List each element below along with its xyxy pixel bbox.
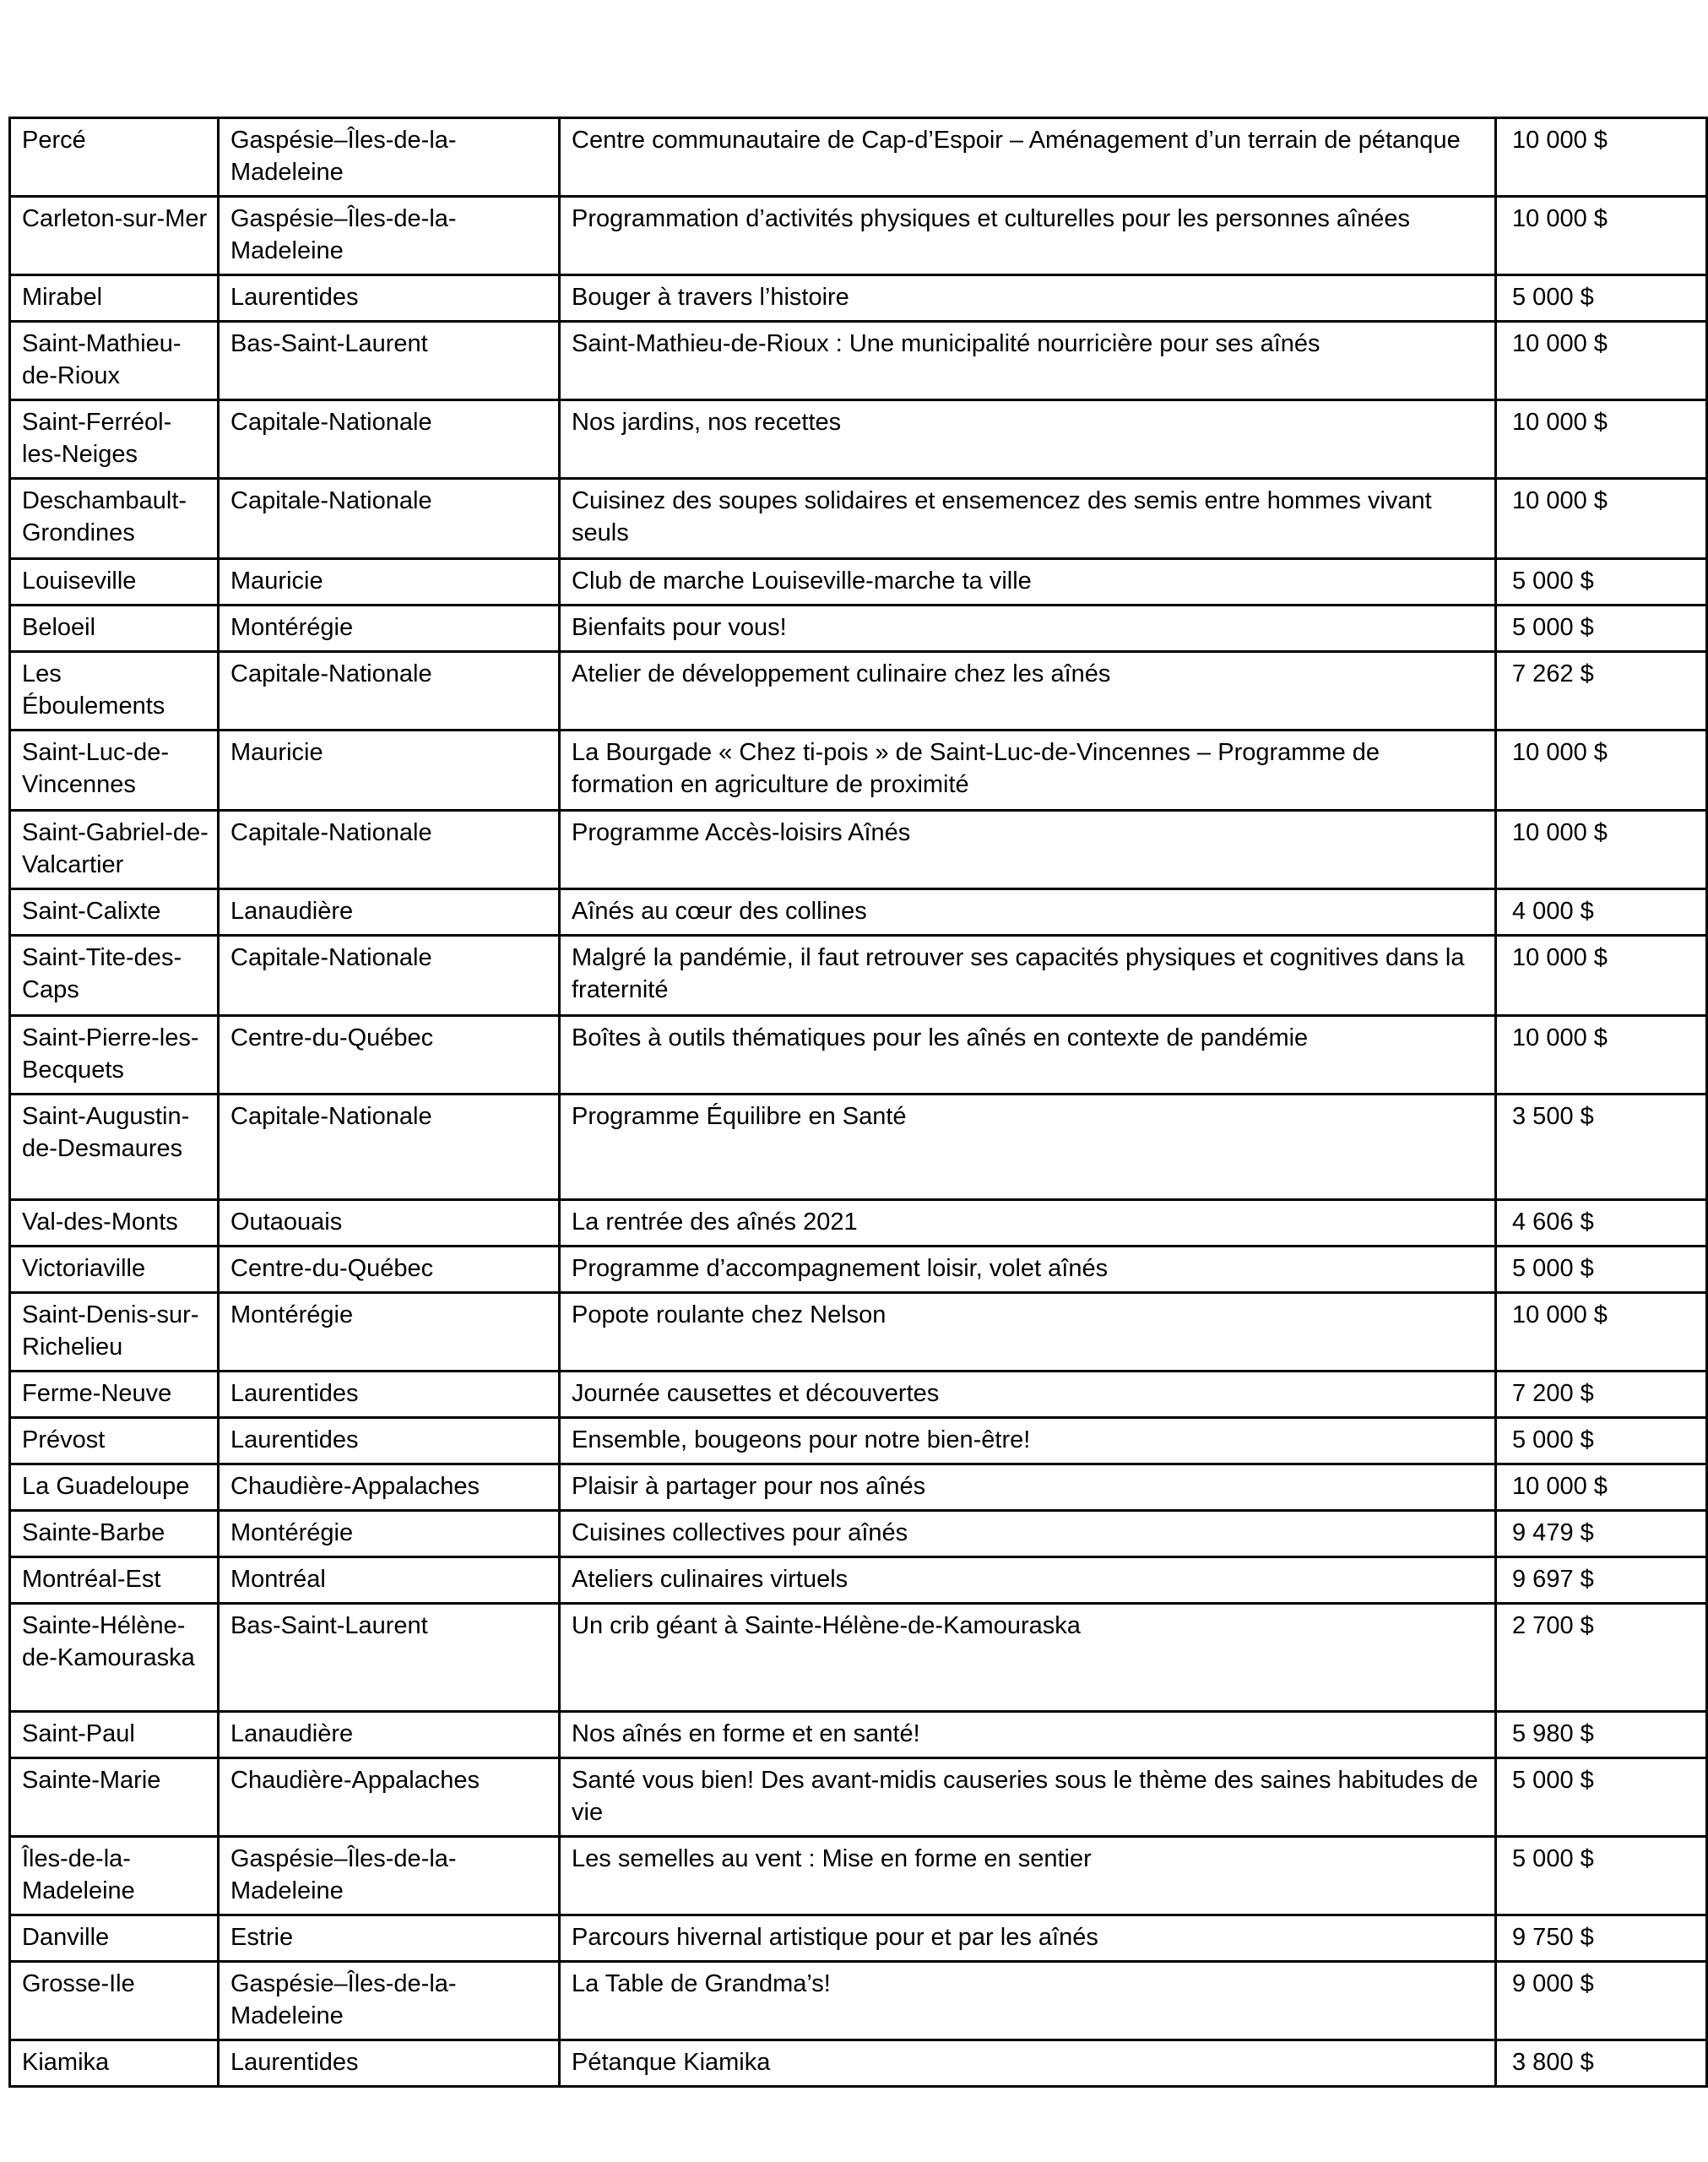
table-row [10,1712,1707,1758]
project-cell: Programme d’accompagnement loisir, volet aînés [560,1247,1496,1293]
amount-cell: 5 000 $ [1496,1418,1707,1464]
municipality-cell: Victoriaville [10,1247,219,1293]
municipality-cell: Grosse-Ile [10,1962,219,2040]
region-cell: Laurentides [219,1372,560,1418]
region-cell: Bas-Saint-Laurent [219,1604,560,1712]
amount-cell: 4 000 $ [1496,889,1707,936]
amount-cell: 10 000 $ [1496,118,1707,197]
municipality-cell: Kiamika [10,2040,219,2087]
region-cell: Montérégie [219,1293,560,1372]
table-row [10,322,1707,400]
region-cell: Gaspésie–Îles-de-la-Madeleine [219,197,560,275]
region-cell: Capitale-Nationale [219,652,560,731]
municipality-cell: Saint-Ferréol-les-Neiges [10,400,219,479]
amount-cell: 10 000 $ [1496,1016,1707,1095]
amount-cell: 9 697 $ [1496,1557,1707,1604]
amount-cell: 10 000 $ [1496,400,1707,479]
amount-cell: 10 000 $ [1496,936,1707,1016]
municipality-cell: Montréal-Est [10,1557,219,1604]
municipality-cell: Ferme-Neuve [10,1372,219,1418]
municipality-cell: Carleton-sur-Mer [10,197,219,275]
municipality-cell: Louiseville [10,559,219,606]
municipality-cell: Saint-Luc-de-Vincennes [10,731,219,811]
table-row [10,1604,1707,1712]
amount-cell: 3 800 $ [1496,2040,1707,2087]
amount-cell: 5 000 $ [1496,606,1707,652]
table-row [10,118,1707,197]
municipality-cell: Saint-Denis-sur-Richelieu [10,1293,219,1372]
project-cell: Programme Accès-loisirs Aînés [560,811,1496,889]
table-row [10,889,1707,936]
municipality-cell: Saint-Tite-des-Caps [10,936,219,1016]
project-cell: Centre communautaire de Cap-d’Espoir – Aménagement d’un terrain de pétanque [560,118,1496,197]
table-row [10,1557,1707,1604]
table-row [10,1962,1707,2040]
table-row [10,1758,1707,1837]
table-row [10,936,1707,1016]
region-cell: Capitale-Nationale [219,811,560,889]
project-cell: Club de marche Louiseville-marche ta ville [560,559,1496,606]
project-cell: Popote roulante chez Nelson [560,1293,1496,1372]
amount-cell: 10 000 $ [1496,811,1707,889]
region-cell: Laurentides [219,2040,560,2087]
region-cell: Centre-du-Québec [219,1247,560,1293]
project-cell: La rentrée des aînés 2021 [560,1200,1496,1247]
project-cell: Atelier de développement culinaire chez les aînés [560,652,1496,731]
amount-cell: 5 000 $ [1496,1247,1707,1293]
amount-cell: 5 980 $ [1496,1712,1707,1758]
table-row [10,606,1707,652]
municipality-cell: La Guadeloupe [10,1464,219,1511]
table-row [10,479,1707,559]
amount-cell: 9 000 $ [1496,1962,1707,2040]
project-cell: Ateliers culinaires virtuels [560,1557,1496,1604]
table-row [10,731,1707,811]
project-cell: Cuisinez des soupes solidaires et ensemencez des semis entre hommes vivant seuls [560,479,1496,559]
municipality-cell: Prévost [10,1418,219,1464]
project-cell: Journée causettes et découvertes [560,1372,1496,1418]
region-cell: Gaspésie–Îles-de-la-Madeleine [219,1962,560,2040]
table-row [10,1372,1707,1418]
amount-cell: 10 000 $ [1496,1293,1707,1372]
municipality-cell: Val-des-Monts [10,1200,219,1247]
project-cell: Plaisir à partager pour nos aînés [560,1464,1496,1511]
project-cell: Nos jardins, nos recettes [560,400,1496,479]
region-cell: Montérégie [219,606,560,652]
municipality-cell: Saint-Calixte [10,889,219,936]
table-row [10,2040,1707,2087]
table-row [10,1915,1707,1962]
region-cell: Outaouais [219,1200,560,1247]
region-cell: Laurentides [219,275,560,322]
amount-cell: 10 000 $ [1496,322,1707,400]
project-cell: Bienfaits pour vous! [560,606,1496,652]
municipality-cell: Danville [10,1915,219,1962]
project-cell: Programmation d’activités physiques et culturelles pour les personnes aînées [560,197,1496,275]
grants-table [8,117,1708,2088]
municipality-cell: Deschambault-Grondines [10,479,219,559]
project-cell: Parcours hivernal artistique pour et par les aînés [560,1915,1496,1962]
project-cell: Ensemble, bougeons pour notre bien-être! [560,1418,1496,1464]
amount-cell: 9 750 $ [1496,1915,1707,1962]
table-row [10,275,1707,322]
project-cell: Santé vous bien! Des avant-midis causeries sous le thème des saines habitudes de vie [560,1758,1496,1837]
municipality-cell: Saint-Mathieu-de-Rioux [10,322,219,400]
project-cell: La Bourgade « Chez ti-pois » de Saint-Luc-de-Vincennes – Programme de formation en agriculture de proximité [560,731,1496,811]
amount-cell: 4 606 $ [1496,1200,1707,1247]
grants-table-body [10,118,1707,2087]
project-cell: Bouger à travers l’histoire [560,275,1496,322]
amount-cell: 10 000 $ [1496,197,1707,275]
amount-cell: 7 200 $ [1496,1372,1707,1418]
region-cell: Lanaudière [219,1712,560,1758]
region-cell: Montréal [219,1557,560,1604]
document-page [0,117,1708,2162]
table-row [10,1247,1707,1293]
project-cell: Un crib géant à Sainte-Hélène-de-Kamouraska [560,1604,1496,1712]
municipality-cell: Sainte-Marie [10,1758,219,1837]
table-row [10,1293,1707,1372]
region-cell: Capitale-Nationale [219,1095,560,1200]
project-cell: Saint-Mathieu-de-Rioux : Une municipalité nourricière pour ses aînés [560,322,1496,400]
amount-cell: 10 000 $ [1496,1464,1707,1511]
amount-cell: 10 000 $ [1496,479,1707,559]
project-cell: Les semelles au vent : Mise en forme en sentier [560,1837,1496,1915]
municipality-cell: Saint-Gabriel-de-Valcartier [10,811,219,889]
project-cell: Programme Équilibre en Santé [560,1095,1496,1200]
region-cell: Mauricie [219,731,560,811]
region-cell: Bas-Saint-Laurent [219,322,560,400]
project-cell: Pétanque Kiamika [560,2040,1496,2087]
municipality-cell: Percé [10,118,219,197]
table-row [10,400,1707,479]
table-row [10,652,1707,731]
table-row [10,1016,1707,1095]
table-row [10,1095,1707,1200]
amount-cell: 10 000 $ [1496,731,1707,811]
project-cell: Aînés au cœur des collines [560,889,1496,936]
table-row [10,559,1707,606]
table-row [10,1511,1707,1557]
table-row [10,1200,1707,1247]
region-cell: Capitale-Nationale [219,400,560,479]
municipality-cell: Saint-Pierre-les-Becquets [10,1016,219,1095]
region-cell: Laurentides [219,1418,560,1464]
table-row [10,1418,1707,1464]
region-cell: Gaspésie–Îles-de-la-Madeleine [219,1837,560,1915]
region-cell: Capitale-Nationale [219,479,560,559]
table-row [10,811,1707,889]
municipality-cell: Saint-Augustin-de-Desmaures [10,1095,219,1200]
region-cell: Chaudière-Appalaches [219,1464,560,1511]
region-cell: Estrie [219,1915,560,1962]
municipality-cell: Sainte-Barbe [10,1511,219,1557]
municipality-cell: Sainte-Hélène-de-Kamouraska [10,1604,219,1712]
table-row [10,1464,1707,1511]
amount-cell: 5 000 $ [1496,559,1707,606]
region-cell: Lanaudière [219,889,560,936]
municipality-cell: Mirabel [10,275,219,322]
region-cell: Gaspésie–Îles-de-la-Madeleine [219,118,560,197]
amount-cell: 3 500 $ [1496,1095,1707,1200]
region-cell: Chaudière-Appalaches [219,1758,560,1837]
project-cell: La Table de Grandma’s! [560,1962,1496,2040]
region-cell: Mauricie [219,559,560,606]
project-cell: Boîtes à outils thématiques pour les aînés en contexte de pandémie [560,1016,1496,1095]
region-cell: Montérégie [219,1511,560,1557]
municipality-cell: Saint-Paul [10,1712,219,1758]
amount-cell: 5 000 $ [1496,275,1707,322]
amount-cell: 2 700 $ [1496,1604,1707,1712]
project-cell: Nos aînés en forme et en santé! [560,1712,1496,1758]
project-cell: Cuisines collectives pour aînés [560,1511,1496,1557]
table-row [10,197,1707,275]
municipality-cell: Îles-de-la-Madeleine [10,1837,219,1915]
region-cell: Centre-du-Québec [219,1016,560,1095]
region-cell: Capitale-Nationale [219,936,560,1016]
municipality-cell: Beloeil [10,606,219,652]
amount-cell: 9 479 $ [1496,1511,1707,1557]
municipality-cell: Les Éboulements [10,652,219,731]
amount-cell: 7 262 $ [1496,652,1707,731]
table-row [10,1837,1707,1915]
project-cell: Malgré la pandémie, il faut retrouver ses capacités physiques et cognitives dans la fraternité [560,936,1496,1016]
amount-cell: 5 000 $ [1496,1758,1707,1837]
amount-cell: 5 000 $ [1496,1837,1707,1915]
